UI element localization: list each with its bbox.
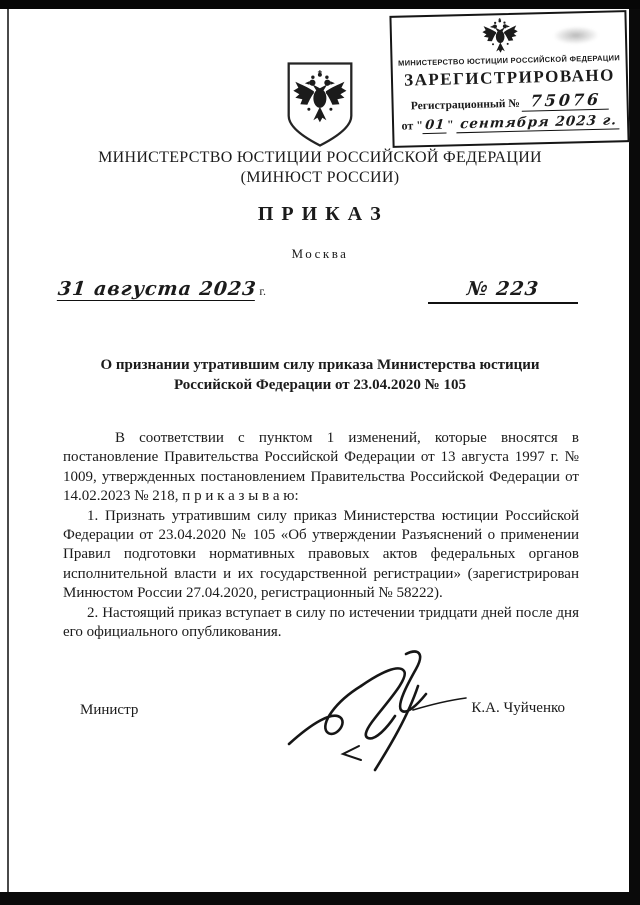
body-paragraph-item-2: 2. Настоящий приказ вступает в силу по истечении тридцати дней после дня его официального опубликования.: [63, 604, 579, 641]
order-number-line: [428, 278, 578, 304]
body-paragraph-preamble: В соответствии с пунктом 1 изменений, которые вносятся в постановление Правительства Российской Федерации от 13 августа 1997 г. № 1009, утвержденных постановлением Правительства Российской Федерации от 14.02.2023 № 218, п р и к а з ы в а ю:: [63, 430, 579, 505]
order-number-handwritten: № 223: [465, 278, 541, 300]
ministry-short-name: (МИНЮСТ РОССИИ): [240, 169, 400, 186]
stamp-reg-number-value: 75076: [522, 90, 610, 112]
date-suffix: г.: [259, 284, 266, 298]
body-text: [63, 429, 579, 642]
scan-edge-top: [0, 0, 640, 9]
date-line: [58, 278, 266, 301]
stamp-emblem-row: [391, 13, 625, 59]
stamp-date-from-label: от: [401, 118, 414, 133]
scan-edge-left: [7, 9, 9, 905]
stamp-date-day-value: 01: [422, 118, 447, 135]
stamp-registered-word: ЗАРЕГИСТРИРОВАНО: [403, 65, 616, 90]
date-handwritten: 31 августа 2023: [56, 278, 258, 300]
minister-title: Министр: [80, 702, 139, 718]
coat-of-arms-icon: [283, 57, 357, 152]
doc-type-title: П Р И К А З: [257, 203, 383, 225]
registration-stamp: [389, 10, 629, 148]
stamp-ministry-line: МИНИСТЕРСТВО ЮСТИЦИИ РОССИЙСКОЙ ФЕДЕРАЦИИ: [398, 53, 621, 68]
stamp-registration-number-line: [393, 89, 626, 115]
city-label: Москва: [291, 246, 349, 261]
stamp-eagle-icon: [479, 17, 520, 55]
stamp-quote-open: ": [416, 118, 424, 133]
stamp-reg-number-label: Регистрационный №: [410, 97, 521, 113]
stamp-date-line: [394, 112, 627, 135]
minister-signature-icon: [285, 648, 470, 773]
stamp-ink-smudge: [553, 26, 599, 45]
body-paragraph-item-1: 1. Признать утратившим силу приказ Министерства юстиции Российской Федерации от 23.04.2020 № 105 «Об утверждении Разъяснений о применении Правил подготовки нормативных правовых актов федеральных органов исполнительной власти и их государственной регистрации» (зарегистрирован Минюстом России 27.04.2020, регистрационный № 58222).: [63, 507, 579, 602]
scan-edge-bottom: [0, 892, 640, 905]
ministry-name: МИНИСТЕРСТВО ЮСТИЦИИ РОССИЙСКОЙ ФЕДЕРАЦИИ: [98, 149, 542, 166]
stamp-date-tail-value: сентября 2023 г.: [456, 112, 620, 133]
minister-name: К.А. Чуйченко: [471, 700, 565, 716]
subject-heading: О признании утратившим силу приказа Министерства юстиции Российской Федерации от 23.04.2020 № 105: [100, 357, 540, 393]
stamp-quote-close: ": [446, 117, 454, 132]
scan-edge-right: [629, 9, 640, 905]
